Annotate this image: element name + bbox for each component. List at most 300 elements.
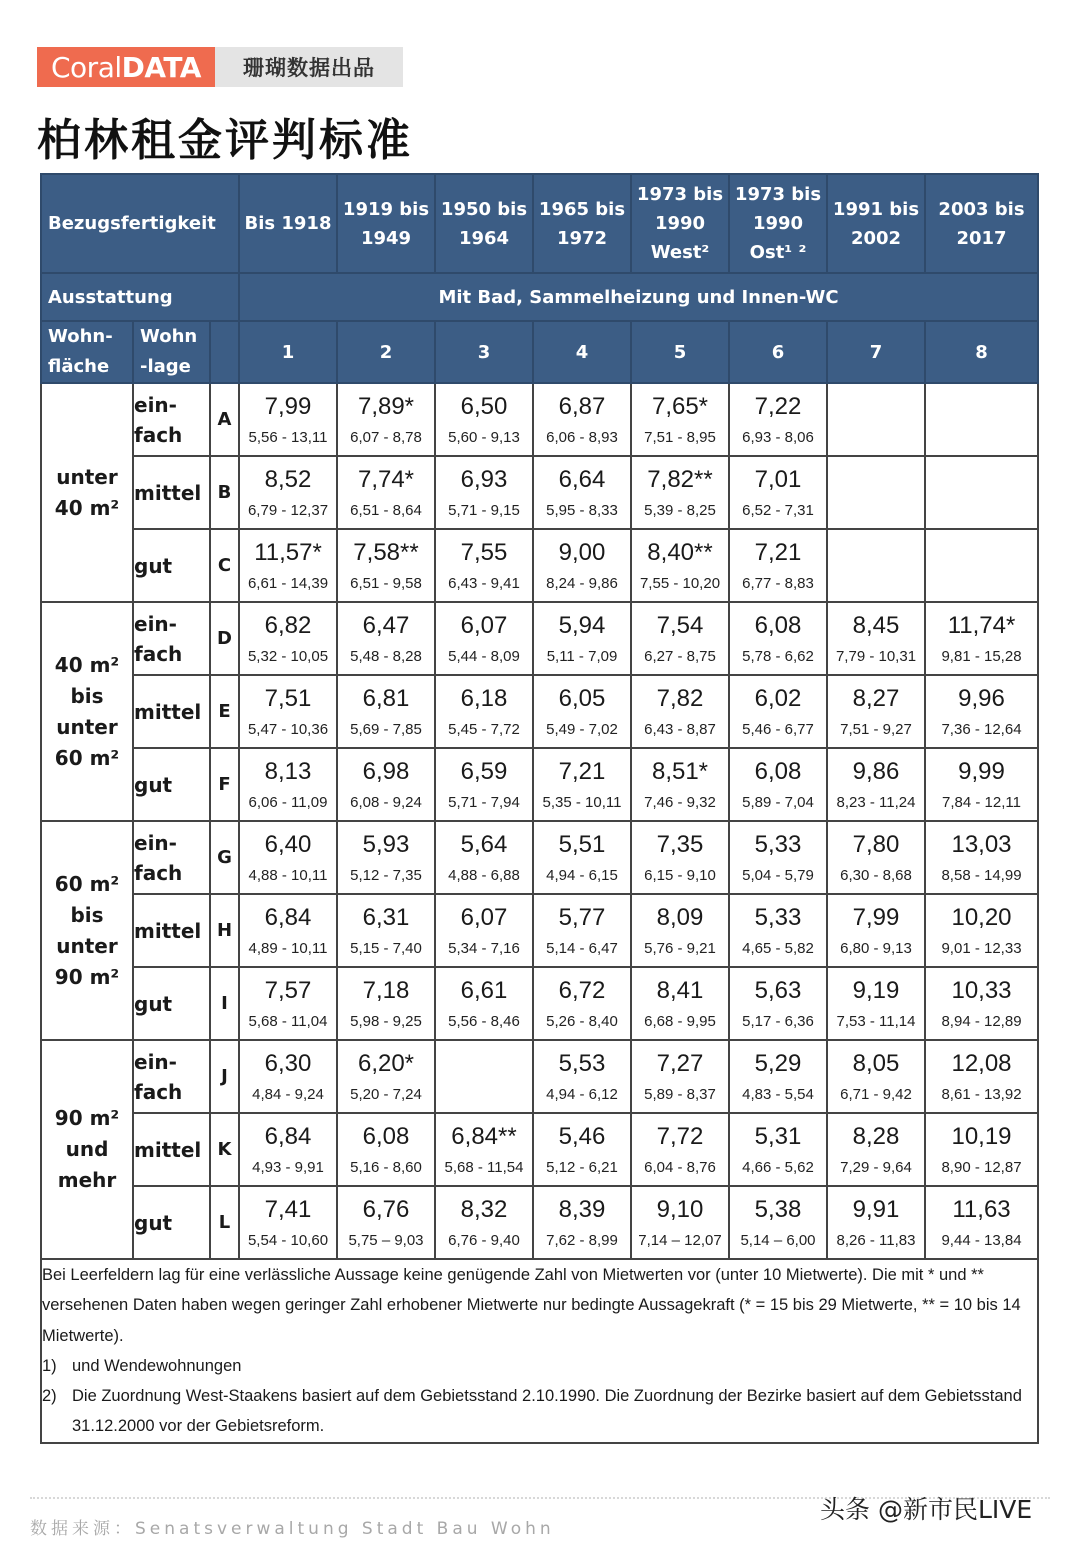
rent-range: 5,20 - 7,24 bbox=[350, 1085, 422, 1103]
rent-cell bbox=[337, 967, 435, 1040]
column-number: 8 bbox=[925, 321, 1038, 383]
group-line: unter bbox=[56, 464, 118, 489]
brand-tag: 珊瑚数据出品 bbox=[215, 47, 403, 87]
rent-value: 11,57* bbox=[254, 538, 322, 566]
period-line: 1972 bbox=[556, 227, 608, 249]
rent-range: 5,15 - 7,40 bbox=[350, 939, 422, 957]
group-line: bis bbox=[70, 902, 104, 927]
rent-cell bbox=[239, 1040, 337, 1113]
rent-cell bbox=[435, 967, 533, 1040]
wohnlage-cell bbox=[133, 529, 210, 602]
rent-range: 6,71 - 9,42 bbox=[840, 1085, 912, 1103]
rent-range: 8,90 - 12,87 bbox=[941, 1158, 1022, 1176]
column-number: 3 bbox=[435, 321, 533, 383]
wohnlage-cell bbox=[133, 748, 210, 821]
rent-cell bbox=[729, 1113, 827, 1186]
rent-range: 8,61 - 13,92 bbox=[941, 1085, 1022, 1103]
rent-cell bbox=[925, 1040, 1038, 1113]
rent-value: 9,96 bbox=[958, 684, 1005, 712]
rent-range: 6,06 - 8,93 bbox=[546, 428, 618, 446]
rent-value: 5,33 bbox=[754, 903, 802, 931]
rent-range: 7,79 - 10,31 bbox=[835, 647, 917, 665]
rent-range: 5,95 - 8,33 bbox=[546, 501, 618, 519]
header-line: Wohn- bbox=[48, 326, 113, 347]
rent-value: 7,57 bbox=[264, 976, 312, 1004]
rent-value: 9,91 bbox=[852, 1195, 900, 1223]
rent-value: 7,82** bbox=[647, 465, 713, 493]
rent-range: 8,23 - 11,24 bbox=[836, 793, 916, 811]
rent-cell bbox=[925, 602, 1038, 675]
rent-value: 7,72 bbox=[656, 1122, 704, 1150]
group-line: bis bbox=[70, 683, 104, 708]
rent-cell bbox=[631, 456, 729, 529]
rent-cell bbox=[533, 602, 631, 675]
rent-range: 4,66 - 5,62 bbox=[742, 1158, 814, 1176]
rent-value: 10,19 bbox=[951, 1122, 1012, 1150]
rent-range: 5,46 - 6,77 bbox=[742, 720, 814, 738]
lage-line: ein- bbox=[134, 392, 177, 417]
wohnlage-cell bbox=[133, 1113, 210, 1186]
lage-line: fach bbox=[134, 1079, 183, 1104]
rent-value: 8,40** bbox=[647, 538, 713, 566]
data-source: 数据来源：Senatsverwaltung Stadt Bau Wohn bbox=[30, 1519, 555, 1539]
rent-value: 11,74* bbox=[947, 611, 1016, 639]
ausstattung-row bbox=[41, 273, 1038, 321]
header-line: Wohn bbox=[140, 326, 198, 347]
rent-cell bbox=[827, 821, 925, 894]
rent-cell bbox=[925, 821, 1038, 894]
lage-line: mittel bbox=[134, 1137, 202, 1162]
rent-range: 6,77 - 8,83 bbox=[742, 574, 814, 592]
rent-range: 6,68 - 9,95 bbox=[644, 1012, 716, 1030]
period-header bbox=[435, 174, 533, 273]
rent-cell bbox=[337, 675, 435, 748]
group-line: unter bbox=[56, 933, 118, 958]
header-line: fläche bbox=[48, 356, 110, 377]
lage-line: mittel bbox=[134, 918, 202, 943]
rent-range: 6,08 - 9,24 bbox=[350, 793, 422, 811]
rent-cell bbox=[925, 748, 1038, 821]
rent-range: 5,71 - 7,94 bbox=[448, 793, 520, 811]
rent-value: 7,18 bbox=[362, 976, 410, 1004]
rent-value: 6,40 bbox=[264, 830, 312, 858]
period-line: 1964 bbox=[458, 227, 510, 249]
column-number: 2 bbox=[337, 321, 435, 383]
rent-value: 8,45 bbox=[852, 611, 900, 639]
table-row bbox=[41, 894, 1038, 967]
table-row bbox=[41, 602, 1038, 675]
wohnlage-cell bbox=[133, 383, 210, 456]
rent-cell bbox=[729, 821, 827, 894]
rent-range: 7,36 - 12,64 bbox=[941, 720, 1022, 738]
rent-value: 6,18 bbox=[460, 684, 508, 712]
rent-cell bbox=[337, 383, 435, 456]
rent-cell bbox=[239, 529, 337, 602]
rent-cell bbox=[925, 383, 1038, 456]
rent-value: 7,01 bbox=[754, 465, 802, 493]
lage-line: fach bbox=[134, 860, 183, 885]
rent-value: 6,08 bbox=[362, 1122, 410, 1150]
wohnlage-cell bbox=[133, 456, 210, 529]
rent-cell bbox=[631, 1186, 729, 1259]
period-header bbox=[337, 174, 435, 273]
rent-range: 5,44 - 8,09 bbox=[448, 647, 520, 665]
rent-range: 5,75 – 9,03 bbox=[348, 1231, 424, 1249]
lage-line: ein- bbox=[134, 1049, 177, 1074]
rent-range: 5,56 - 8,46 bbox=[448, 1012, 520, 1030]
rent-range: 5,45 - 7,72 bbox=[448, 720, 520, 738]
rent-cell bbox=[925, 456, 1038, 529]
rent-range: 4,94 - 6,12 bbox=[546, 1085, 618, 1103]
rent-cell bbox=[435, 456, 533, 529]
rent-value: 5,29 bbox=[754, 1049, 802, 1077]
period-line: 1973 bis bbox=[734, 184, 822, 205]
rent-value: 8,32 bbox=[460, 1195, 508, 1223]
period-line: 1990 bbox=[752, 213, 804, 234]
rent-value: 8,52 bbox=[264, 465, 312, 493]
rent-range: 4,88 - 10,11 bbox=[248, 866, 328, 884]
rent-cell bbox=[239, 602, 337, 675]
rent-value: 8,41 bbox=[656, 976, 704, 1004]
rent-range: 5,68 - 11,54 bbox=[444, 1158, 524, 1176]
rent-cell bbox=[827, 529, 925, 602]
wohnflaeche-group bbox=[41, 1040, 133, 1259]
rent-value: 6,84 bbox=[264, 1122, 312, 1150]
rent-range: 6,51 - 8,64 bbox=[350, 501, 422, 519]
rent-range: 8,24 - 9,86 bbox=[546, 574, 618, 592]
rent-cell bbox=[337, 748, 435, 821]
period-line: 2017 bbox=[956, 227, 1007, 249]
rent-cell bbox=[729, 748, 827, 821]
rent-value: 5,31 bbox=[754, 1122, 802, 1150]
period-line: Bis 1918 bbox=[244, 213, 332, 234]
rent-range: 5,89 - 7,04 bbox=[742, 793, 814, 811]
rent-range: 6,06 - 11,09 bbox=[248, 793, 328, 811]
rent-range: 5,39 - 8,25 bbox=[644, 501, 716, 519]
table-row bbox=[41, 1186, 1038, 1259]
ausstattung-label: Ausstattung bbox=[41, 273, 239, 321]
lage-line: mittel bbox=[134, 480, 202, 505]
rent-cell bbox=[827, 748, 925, 821]
rent-cell bbox=[337, 821, 435, 894]
notes-main: Bei Leerfeldern lag für eine verlässliche Aussage keine genügende Zahl von Mietwerten vor (unter 10 Mietwerte). Die mit * und ** versehenen Daten haben wegen geringer Zahl erhobener Mietwerte nur bedingte Aussagekraft (* = 15 bis 29 Mietwerte, ** = 10 bis 14 Mietwerte). bbox=[42, 1266, 1021, 1345]
rent-range: 6,30 - 8,68 bbox=[840, 866, 912, 884]
rent-value: 5,93 bbox=[362, 830, 410, 858]
rent-range: 6,07 - 8,78 bbox=[350, 428, 422, 446]
rent-range: 5,26 - 8,40 bbox=[546, 1012, 618, 1030]
rent-cell bbox=[631, 1040, 729, 1113]
column-number: 4 bbox=[533, 321, 631, 383]
rent-range: 5,16 - 8,60 bbox=[350, 1158, 422, 1176]
rent-cell bbox=[435, 529, 533, 602]
footnote-1 bbox=[42, 1351, 1037, 1381]
rent-range: 5,11 - 7,09 bbox=[546, 647, 618, 665]
rent-value: 9,10 bbox=[656, 1195, 704, 1223]
rent-value: 6,76 bbox=[362, 1195, 410, 1223]
rent-range: 6,04 - 8,76 bbox=[644, 1158, 716, 1176]
period-line: 1950 bis bbox=[440, 198, 528, 220]
rent-cell bbox=[631, 748, 729, 821]
rent-value: 6,30 bbox=[264, 1049, 312, 1077]
wohnlage-cell bbox=[133, 675, 210, 748]
rent-cell bbox=[925, 1113, 1038, 1186]
rent-value: 6,08 bbox=[754, 611, 802, 639]
rent-value: 9,19 bbox=[852, 976, 900, 1004]
rent-range: 4,94 - 6,15 bbox=[546, 866, 618, 884]
rent-value: 7,82 bbox=[656, 684, 704, 712]
column-number: 1 bbox=[239, 321, 337, 383]
rent-value: 12,08 bbox=[951, 1049, 1012, 1077]
rent-value: 6,98 bbox=[362, 757, 410, 785]
rent-cell bbox=[435, 748, 533, 821]
wohnlage-cell bbox=[133, 821, 210, 894]
rent-cell bbox=[827, 1113, 925, 1186]
rent-range: 7,62 - 8,99 bbox=[546, 1231, 618, 1249]
rent-cell bbox=[239, 1186, 337, 1259]
lage-line: fach bbox=[134, 641, 183, 666]
rent-cell bbox=[337, 529, 435, 602]
header-line: -lage bbox=[140, 356, 191, 377]
rent-value: 10,33 bbox=[951, 976, 1012, 1004]
rent-range: 5,54 - 10,60 bbox=[247, 1231, 329, 1249]
rent-range: 6,51 - 9,58 bbox=[350, 574, 422, 592]
rent-range: 6,52 - 7,31 bbox=[742, 501, 814, 519]
rent-cell bbox=[925, 529, 1038, 602]
rent-range: 4,65 - 5,82 bbox=[742, 939, 814, 957]
row-letter: D bbox=[210, 602, 239, 675]
logo-data-text: DATA bbox=[121, 50, 201, 84]
rent-value: 9,00 bbox=[558, 538, 606, 566]
column-number: 5 bbox=[631, 321, 729, 383]
group-line: 60 m² bbox=[54, 745, 120, 770]
rent-cell bbox=[533, 1186, 631, 1259]
rent-cell bbox=[827, 1186, 925, 1259]
rent-value: 10,20 bbox=[951, 903, 1012, 931]
rent-value: 8,51* bbox=[651, 757, 709, 785]
rent-value: 6,84** bbox=[451, 1122, 517, 1150]
table-row bbox=[41, 456, 1038, 529]
row-letter: A bbox=[210, 383, 239, 456]
wohnflaeche-group bbox=[41, 602, 133, 821]
rent-cell bbox=[925, 675, 1038, 748]
rent-value: 7,58** bbox=[353, 538, 419, 566]
rent-range: 5,69 - 7,85 bbox=[350, 720, 422, 738]
rent-value: 6,07 bbox=[460, 611, 508, 639]
rent-value: 7,27 bbox=[656, 1049, 704, 1077]
rent-cell bbox=[239, 894, 337, 967]
lage-line: ein- bbox=[134, 611, 177, 636]
group-line: 90 m² bbox=[54, 1106, 120, 1130]
rent-cell bbox=[925, 967, 1038, 1040]
rent-cell bbox=[337, 894, 435, 967]
rent-range: 6,79 - 12,37 bbox=[247, 501, 329, 519]
rent-range: 6,43 - 8,87 bbox=[644, 720, 716, 738]
rent-value: 5,77 bbox=[558, 903, 606, 931]
rent-range: 5,78 - 6,62 bbox=[742, 647, 814, 665]
rent-range: 5,56 - 13,11 bbox=[248, 428, 328, 446]
period-line: Ost¹ ² bbox=[749, 242, 807, 263]
rent-value: 5,33 bbox=[754, 830, 802, 858]
rent-value: 9,99 bbox=[958, 757, 1005, 785]
footnote-number: 1) bbox=[42, 1356, 57, 1375]
period-line: 1919 bis bbox=[342, 198, 430, 220]
rent-cell bbox=[827, 675, 925, 748]
row-letter: K bbox=[210, 1113, 239, 1186]
rent-cell bbox=[239, 456, 337, 529]
header-row bbox=[41, 174, 1038, 273]
footnote-number: 2) bbox=[42, 1387, 57, 1406]
wohnflaeche-group bbox=[41, 821, 133, 1040]
period-line: 2003 bis bbox=[938, 198, 1025, 220]
rent-cell bbox=[435, 1113, 533, 1186]
rent-range: 5,14 - 6,47 bbox=[546, 939, 618, 957]
rent-range: 5,68 - 11,04 bbox=[248, 1012, 328, 1030]
rent-value: 11,63 bbox=[952, 1195, 1011, 1223]
rent-value: 8,39 bbox=[558, 1195, 606, 1223]
rent-range: 6,76 - 9,40 bbox=[448, 1231, 520, 1249]
row-letter: I bbox=[210, 967, 239, 1040]
rent-value: 7,89* bbox=[357, 392, 415, 420]
rent-cell bbox=[533, 821, 631, 894]
rent-cell bbox=[729, 529, 827, 602]
rent-cell bbox=[239, 748, 337, 821]
group-line: 40 m² bbox=[54, 495, 120, 520]
rent-range: 4,83 - 5,54 bbox=[742, 1085, 814, 1103]
lage-line: fach bbox=[134, 422, 183, 447]
row-letter: G bbox=[210, 821, 239, 894]
rent-range: 6,27 - 8,75 bbox=[644, 647, 716, 665]
rent-value: 6,84 bbox=[264, 903, 312, 931]
group-line: 90 m² bbox=[54, 964, 120, 989]
rent-value: 8,09 bbox=[656, 903, 704, 931]
rent-value: 6,05 bbox=[558, 684, 606, 712]
rent-cell bbox=[729, 383, 827, 456]
column-number: 6 bbox=[729, 321, 827, 383]
lage-line: gut bbox=[134, 553, 173, 578]
rent-value: 7,21 bbox=[558, 757, 606, 785]
table-row bbox=[41, 529, 1038, 602]
rent-cell bbox=[827, 602, 925, 675]
wohnlage-cell bbox=[133, 1040, 210, 1113]
rent-cell bbox=[729, 456, 827, 529]
group-line: unter bbox=[56, 714, 118, 739]
rent-value: 6,02 bbox=[754, 684, 802, 712]
period-header bbox=[631, 174, 729, 273]
rent-cell bbox=[729, 675, 827, 748]
column-number: 7 bbox=[827, 321, 925, 383]
row-letter: C bbox=[210, 529, 239, 602]
bezug-header: Bezugsfertigkeit bbox=[41, 174, 239, 273]
rent-cell bbox=[533, 529, 631, 602]
rent-range: 6,61 - 14,39 bbox=[247, 574, 329, 592]
rent-cell bbox=[435, 1040, 533, 1113]
period-header bbox=[239, 174, 337, 273]
table-row bbox=[41, 967, 1038, 1040]
lage-line: gut bbox=[134, 772, 173, 797]
rent-range: 4,88 - 6,88 bbox=[448, 866, 520, 884]
rent-cell bbox=[435, 1186, 533, 1259]
rent-range: 7,46 - 9,32 bbox=[644, 793, 716, 811]
wohnlage-header bbox=[133, 321, 210, 383]
rent-value: 7,35 bbox=[656, 830, 704, 858]
period-header bbox=[827, 174, 925, 273]
period-line: 2002 bbox=[850, 227, 902, 249]
rent-cell bbox=[435, 821, 533, 894]
author-watermark: 头条 @新市民LIVE bbox=[820, 1495, 1033, 1524]
rent-value: 7,54 bbox=[656, 611, 704, 639]
rent-cell bbox=[631, 602, 729, 675]
rent-cell bbox=[337, 602, 435, 675]
period-line: 1965 bis bbox=[538, 198, 626, 220]
rent-cell bbox=[435, 602, 533, 675]
period-line: 1991 bis bbox=[832, 198, 920, 220]
rent-cell bbox=[337, 1186, 435, 1259]
rent-value: 7,80 bbox=[852, 830, 900, 858]
rent-range: 9,01 - 12,33 bbox=[941, 939, 1022, 957]
rent-cell bbox=[827, 894, 925, 967]
rent-range: 5,34 - 7,16 bbox=[448, 939, 520, 957]
rent-cell bbox=[435, 383, 533, 456]
rent-value: 7,65* bbox=[651, 392, 709, 420]
rent-range: 5,17 - 6,36 bbox=[742, 1012, 814, 1030]
rent-value: 6,31 bbox=[362, 903, 410, 931]
row-letter: F bbox=[210, 748, 239, 821]
rent-value: 6,59 bbox=[460, 757, 508, 785]
rent-cell bbox=[239, 967, 337, 1040]
rent-value: 6,64 bbox=[558, 465, 606, 493]
rent-cell bbox=[533, 1113, 631, 1186]
rent-value: 5,51 bbox=[558, 830, 606, 858]
rent-cell bbox=[631, 529, 729, 602]
period-header bbox=[729, 174, 827, 273]
lage-line: gut bbox=[134, 1210, 173, 1235]
rent-range: 7,53 - 11,14 bbox=[836, 1012, 916, 1030]
table-row bbox=[41, 821, 1038, 894]
rent-range: 6,15 - 9,10 bbox=[644, 866, 716, 884]
letter-header bbox=[210, 321, 239, 383]
rent-range: 5,12 - 7,35 bbox=[350, 866, 422, 884]
rent-value: 7,74* bbox=[357, 465, 415, 493]
rent-range: 6,93 - 8,06 bbox=[742, 428, 814, 446]
lage-line: ein- bbox=[134, 830, 177, 855]
rent-value: 6,72 bbox=[558, 976, 606, 1004]
rent-range: 8,26 - 11,83 bbox=[836, 1231, 916, 1249]
rent-value: 6,87 bbox=[558, 392, 606, 420]
rent-range: 5,60 - 9,13 bbox=[448, 428, 520, 446]
rent-cell bbox=[533, 894, 631, 967]
rent-cell bbox=[435, 894, 533, 967]
rent-cell bbox=[337, 456, 435, 529]
lage-line: mittel bbox=[134, 699, 202, 724]
rent-cell bbox=[533, 1040, 631, 1113]
rent-cell bbox=[533, 675, 631, 748]
rent-value: 8,13 bbox=[264, 757, 312, 785]
rent-value: 6,08 bbox=[754, 757, 802, 785]
rent-cell bbox=[239, 821, 337, 894]
rent-value: 8,27 bbox=[852, 684, 900, 712]
rent-range: 5,14 – 6,00 bbox=[740, 1231, 816, 1249]
rent-value: 6,81 bbox=[362, 684, 410, 712]
rent-value: 7,41 bbox=[264, 1195, 312, 1223]
rent-cell bbox=[631, 1113, 729, 1186]
rent-cell bbox=[239, 1113, 337, 1186]
rent-value: 6,50 bbox=[460, 392, 508, 420]
rent-range: 5,49 - 7,02 bbox=[546, 720, 618, 738]
rent-value: 8,05 bbox=[852, 1049, 900, 1077]
rent-value: 6,82 bbox=[264, 611, 312, 639]
lage-line: gut bbox=[134, 991, 173, 1016]
rent-range: 7,29 - 9,64 bbox=[840, 1158, 912, 1176]
